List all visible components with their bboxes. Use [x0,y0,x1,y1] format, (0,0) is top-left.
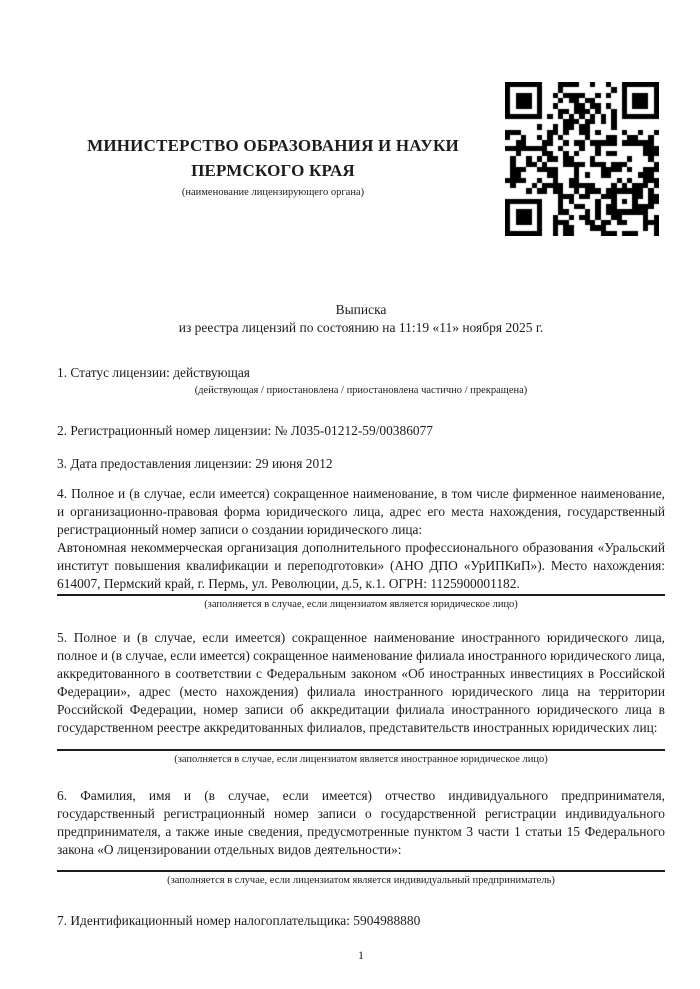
ministry-name-line2: ПЕРМСКОГО КРАЯ [191,161,355,180]
license-status-text: 1. Статус лицензии: действующая [57,365,250,380]
legal-entity-answer: Автономная некоммерческая организация дополнительного профессионального образования «Уральский институт повышения квалификации и переподготовки» (АНО ДПО «УрИПКиП»). Место нахождения: 614007, Пермский край, г. Пермь, ул. Революции, д.5, к.1. ОГРН: 1125900001182. [57,540,665,591]
item-grant-date [57,455,665,473]
legal-entity-note: (заполняется в случае, если лицензиатом является юридическое лицо) [204,599,518,610]
fill-in-line [57,749,665,751]
foreign-entity-question: 5. Полное и (в случае, если имеется) сокращенное наименование иностранного юридического лица, полное и (в случае, если имеется) сокращенное наименование филиала иностранного юридического лица, аккредитованного в соответствии с Федеральным законом «Об иностранных инвестициях в Российской Федерации», адрес (место нахождения) филиала иностранного юридического лица на территории Российской Федерации, номер записи об аккредитации филиала иностранного юридического лица в государственном реестре аккредитованных филиалов, представительств иностранных юридических лиц: [57,630,665,735]
item-legal-entity [57,485,665,612]
document-title [57,301,665,337]
license-status-note: (действующая / приостановлена / приостановлена частично / прекращена) [194,385,528,396]
page-number: 1 [358,948,364,962]
entrepreneur-question: 6. Фамилия, имя и (в случае, если имеется) отчество индивидуального предпринимателя, государственный регистрационный номер записи о государственной регистрации индивидуального предпринимателя, а также иные сведения, предусмотренные пунктом 3 части 1 статьи 15 Федерального закона «О лицензировании отдельных видов деятельности»: [57,788,665,857]
item-license-status [57,364,665,398]
ministry-name-line1: МИНИСТЕРСТВО ОБРАЗОВАНИЯ И НАУКИ [87,136,459,155]
grant-date-text: 3. Дата предоставления лицензии: 29 июня 2012 [57,456,333,471]
taxpayer-number-text: 7. Идентификационный номер налогоплательщика: 5904988880 [57,913,421,928]
qr-code [505,82,659,236]
item-taxpayer-number [57,912,665,930]
document-title-line1: Выписка [335,302,387,317]
item-entrepreneur [57,787,665,888]
item-foreign-entity [57,629,665,767]
item-registration-number [57,422,665,440]
foreign-entity-note: (заполняется в случае, если лицензиатом является иностранное юридическое лицо) [174,754,548,765]
fill-in-line [57,594,665,596]
document-title-line2: из реестра лицензий по состоянию на 11:19 «11» ноября 2025 г. [178,320,544,335]
licensing-authority-caption: (наименование лицензирующего органа) [181,187,365,198]
legal-entity-question: 4. Полное и (в случае, если имеется) сокращенное наименование, в том числе фирменное наименование, и организационно-правовая форма юридического лица, адрес его места нахождения, государственный регистрационный номер записи о создании юридического лица: [57,486,665,537]
registration-number-text: 2. Регистрационный номер лицензии: № Л035-01212-59/00386077 [57,423,433,438]
fill-in-line [57,870,665,872]
entrepreneur-note: (заполняется в случае, если лицензиатом является индивидуальный предприниматель) [167,875,555,886]
document-header [57,0,489,200]
licensing-authority-name [57,133,489,183]
